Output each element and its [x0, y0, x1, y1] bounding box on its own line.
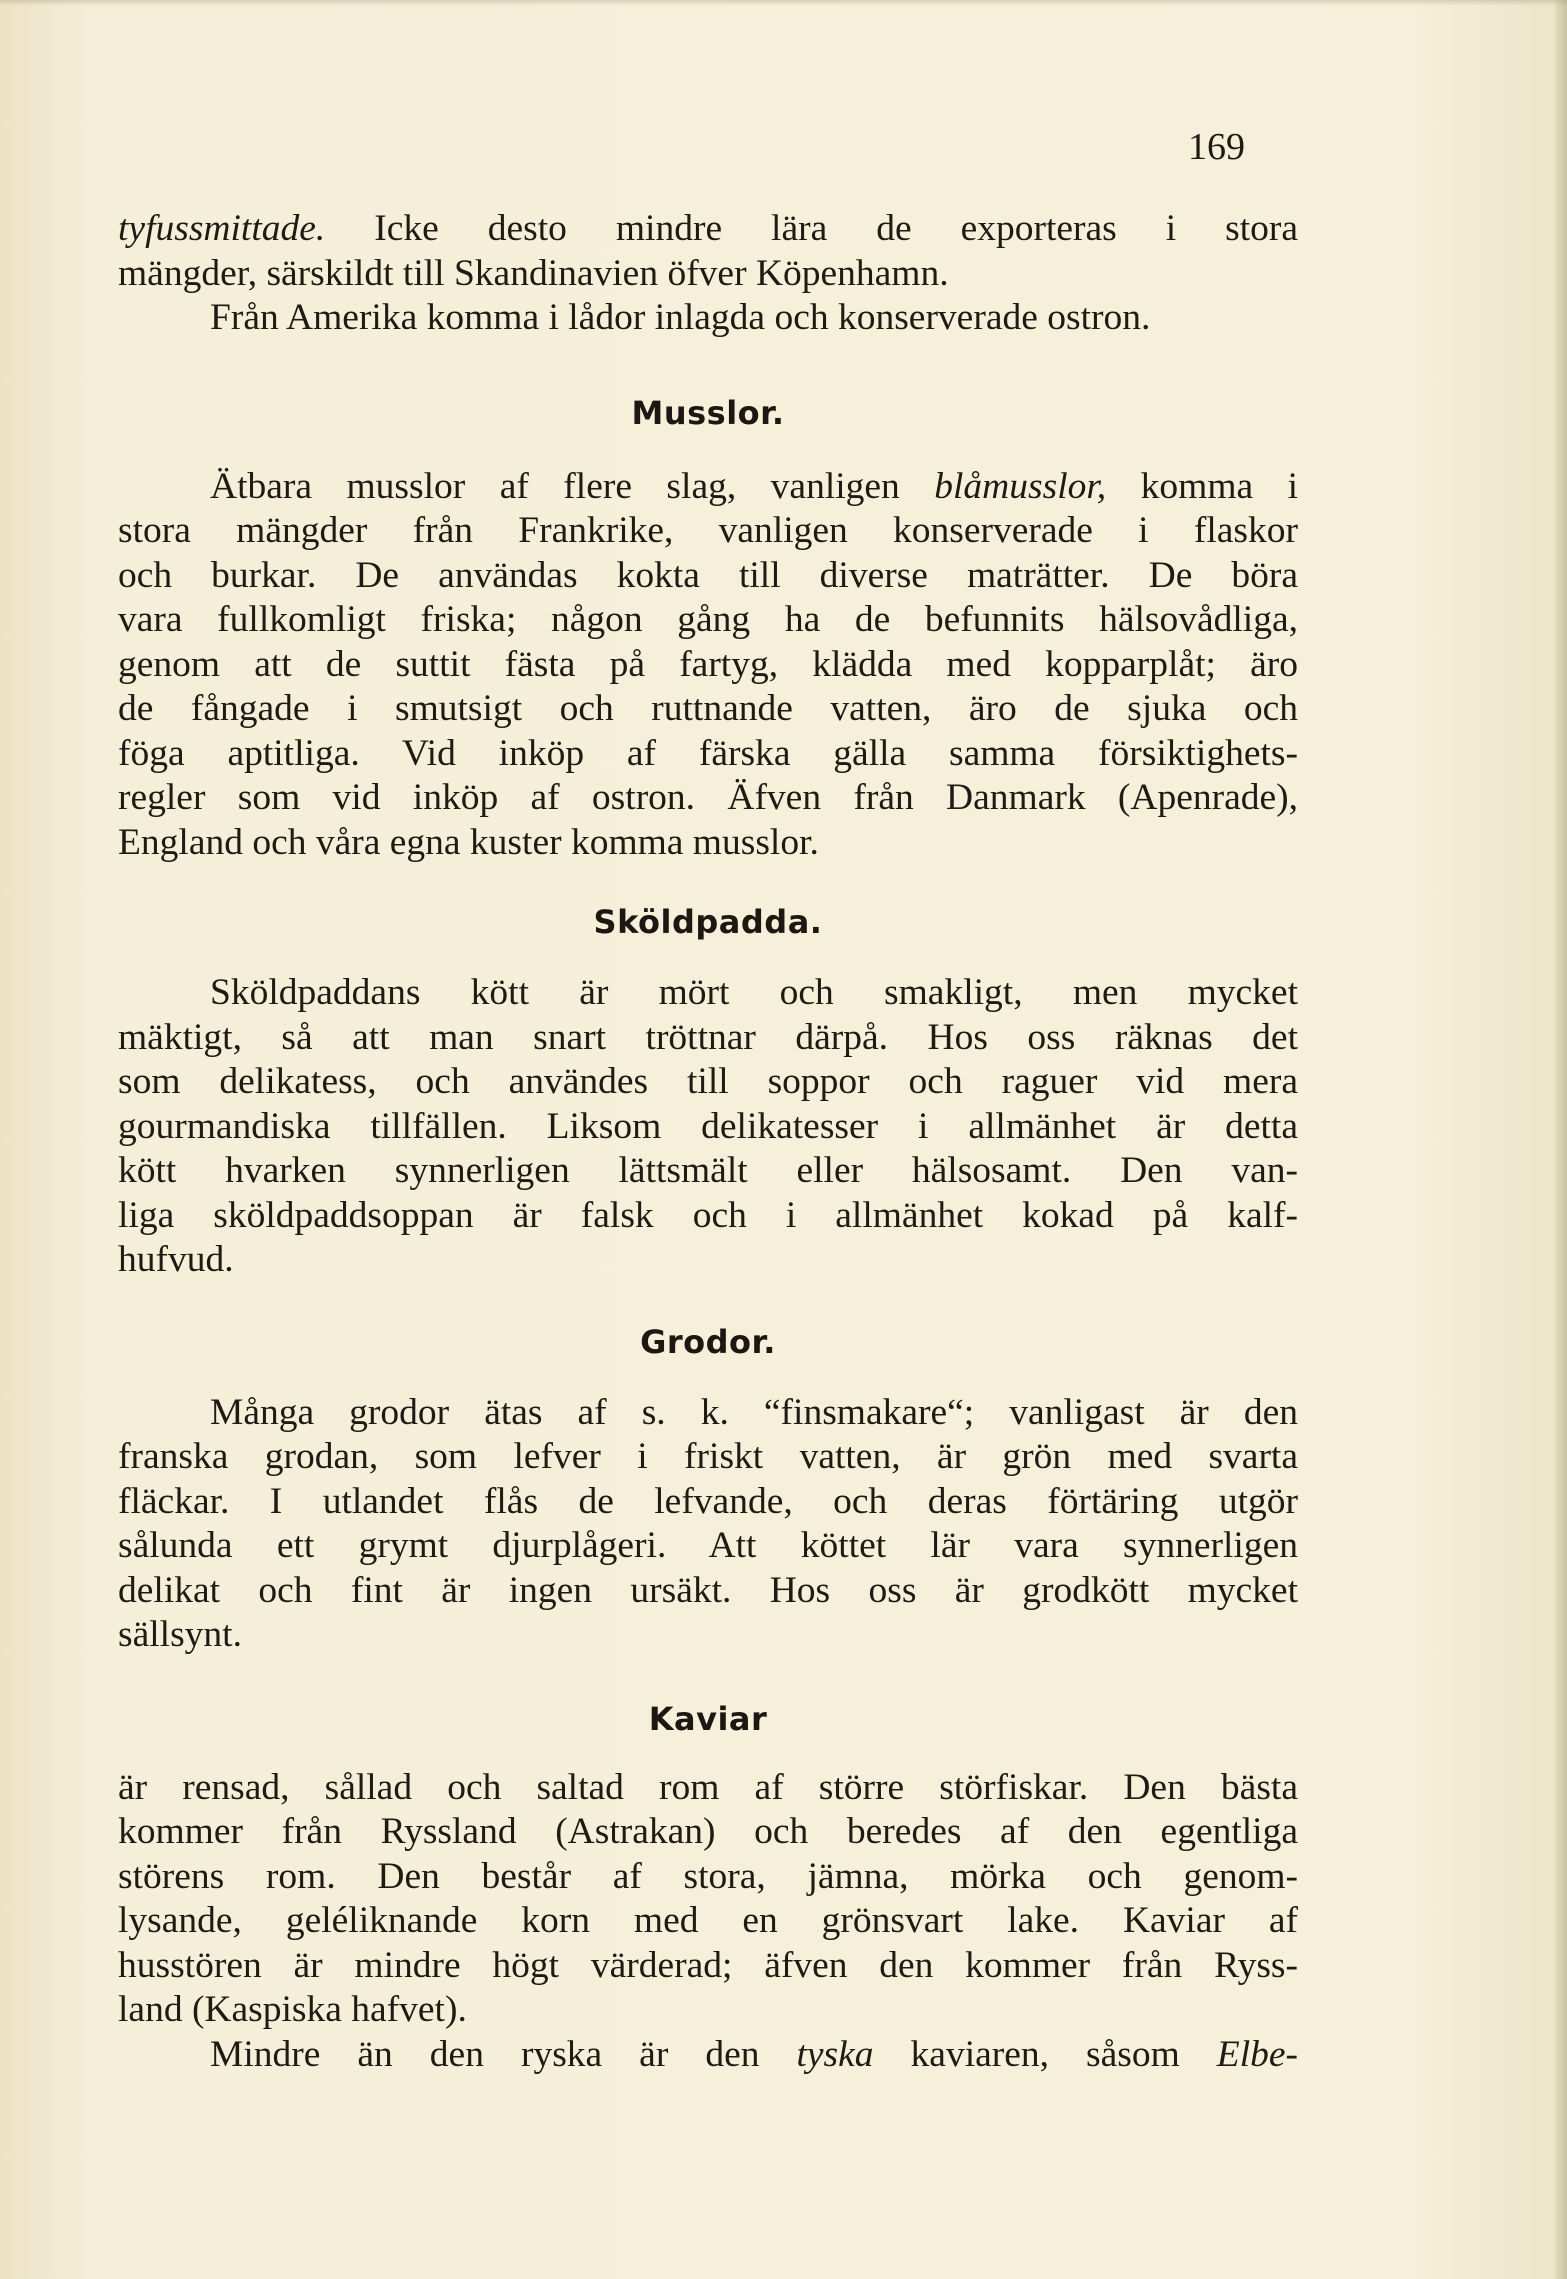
text-line: delikat och fint är ingen ursäkt. Hos oss är grodkött mycket — [118, 1569, 1298, 1611]
text-line: och burkar. De användas kokta till diverse maträtter. De böra — [118, 554, 1298, 596]
page-edge-right — [1555, 0, 1567, 2279]
italic-word: tyfussmittade. — [118, 208, 326, 249]
section-heading-kaviar: Kaviar — [648, 1699, 768, 1738]
text-line: kommer från Ryssland (Astrakan) och beredes af den egentliga — [118, 1811, 1298, 1852]
text-line: hufvud. — [118, 1239, 234, 1280]
text-line: Många grodor ätas af s. k. “finsmakare“; vanligast är den — [210, 1391, 1298, 1433]
text-fragment: Icke desto mindre lära de exporteras i stora — [325, 208, 1298, 249]
musslor-paragraph — [118, 465, 1298, 866]
text-line: Sköldpaddans kött är mört och smakligt, men mycket — [210, 972, 1298, 1013]
italic-word: blåmusslor, — [934, 465, 1107, 507]
page-edge-top — [0, 0, 1567, 6]
text-line — [118, 465, 1298, 510]
text-fragment: komma i — [1106, 465, 1299, 507]
text-line: mäktigt, så att man snart tröttnar därpå. Hos oss räknas det — [118, 1016, 1298, 1058]
text-fragment: kaviaren, såsom — [873, 2033, 1217, 2075]
text-line: England och våra egna kuster komma musslor. — [118, 821, 819, 863]
text-line: de fångade i smutsigt och ruttnande vatten, äro de sjuka och — [118, 688, 1298, 729]
text-line — [118, 207, 1298, 252]
skoldpadda-paragraph — [118, 971, 1298, 1283]
section-heading-musslor: Musslor. — [631, 393, 785, 432]
text-line: sålunda ett grymt djurplågeri. Att köttet lär vara synnerligen — [118, 1525, 1298, 1566]
italic-word: Elbe- — [1216, 2033, 1299, 2075]
text-line: regler som vid inköp af ostron. Äfven från Danmark (Apenrade), — [118, 777, 1298, 818]
section-heading-skoldpadda: Sköldpadda. — [593, 903, 823, 941]
text-line: sällsynt. — [118, 1614, 242, 1655]
text-line: liga sköldpaddsoppan är falsk och i allmänhet kokad på kalf- — [118, 1194, 1298, 1236]
text-line: som delikatess, och användes till soppor och raguer vid mera — [118, 1061, 1298, 1102]
text-line: föga aptitliga. Vid inköp af färska gälla samma försiktighets- — [118, 732, 1298, 774]
kaviar-paragraph — [118, 1766, 1298, 2078]
text-line: kött hvarken synnerligen lättsmält eller hälsosamt. Den van- — [118, 1150, 1298, 1191]
text-line: Från Amerika komma i lådor inlagda och konserverade ostron. — [210, 297, 1151, 338]
text-line: franska grodan, som lefver i friskt vatten, är grön med svarta — [118, 1436, 1298, 1477]
text-fragment: Mindre än den ryska är den — [210, 2033, 797, 2075]
text-line: störens rom. Den består af stora, jämna, mörka och genom- — [118, 1855, 1298, 1897]
text-line: husstören är mindre högt värderad; äfven den kommer från Ryss- — [118, 1944, 1298, 1986]
italic-word: tyska — [796, 2033, 874, 2075]
text-line — [118, 2033, 1298, 2078]
section-heading-grodor: Grodor. — [640, 1322, 776, 1361]
text-block — [118, 207, 1298, 2077]
text-line: fläckar. I utlandet flås de lefvande, och deras förtäring utgör — [118, 1480, 1298, 1522]
text-line: gourmandiska tillfällen. Liksom delikatesser i allmänhet är detta — [118, 1105, 1298, 1147]
page-number: 169 — [1188, 126, 1245, 168]
text-fragment: Ätbara musslor af flere slag, vanligen — [210, 465, 935, 507]
grodor-paragraph — [118, 1391, 1298, 1658]
text-line: genom att de suttit fästa på fartyg, klädda med kopparplåt; äro — [118, 643, 1298, 685]
text-line: är rensad, sållad och saltad rom af större störfiskar. Den bästa — [118, 1766, 1298, 1808]
text-line: stora mängder från Frankrike, vanligen konserverade i flaskor — [118, 510, 1298, 551]
text-line: mängder, särskildt till Skandinavien öfver Köpenhamn. — [118, 252, 949, 294]
text-line: land (Kaspiska hafvet). — [118, 1989, 467, 2030]
text-line: vara fullkomligt friska; någon gång ha de befunnits hälsovådliga, — [118, 599, 1298, 640]
intro-paragraph — [118, 207, 1298, 341]
text-line: lysande, geléliknande korn med en grönsvart lake. Kaviar af — [118, 1900, 1298, 1941]
